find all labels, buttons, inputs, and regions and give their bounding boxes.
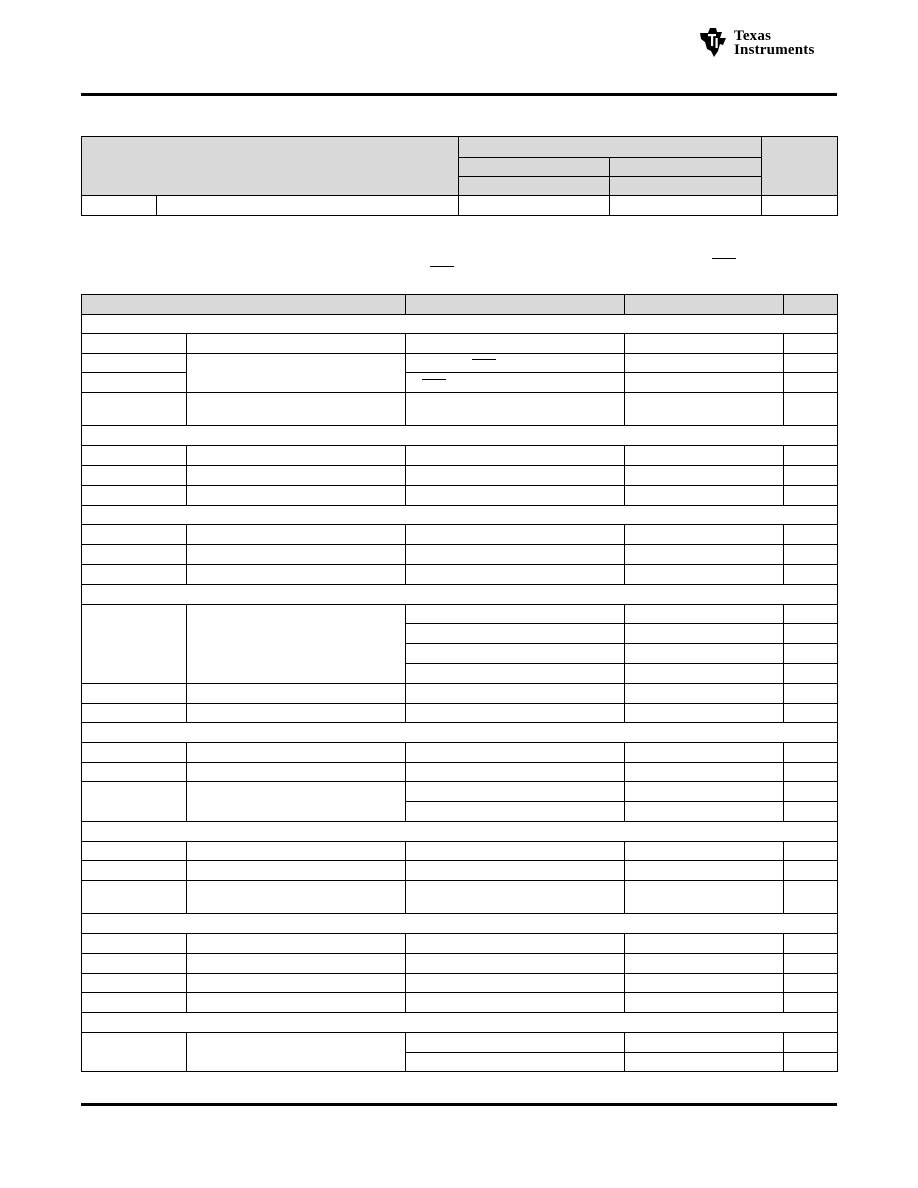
table-cell	[82, 993, 187, 1013]
table-cell	[784, 1033, 838, 1053]
table-cell	[625, 861, 784, 881]
section-row	[82, 315, 838, 334]
table-cell	[82, 334, 187, 354]
table-cell	[187, 334, 406, 354]
table-cell	[406, 486, 625, 506]
table-cell	[784, 842, 838, 861]
table-cell	[406, 354, 625, 373]
table-cell	[625, 486, 784, 506]
top-cell	[459, 196, 610, 216]
table-cell	[784, 861, 838, 881]
table-cell	[406, 525, 625, 545]
table-cell	[625, 704, 784, 723]
table-cell	[82, 466, 187, 486]
table-cell	[187, 446, 406, 466]
table-cell	[406, 954, 625, 974]
brand-name-line1: Texas	[734, 28, 772, 44]
section-row	[82, 506, 838, 525]
table-cell	[625, 373, 784, 393]
overline-mark	[472, 359, 496, 360]
overline-mark	[422, 379, 446, 380]
table-cell	[784, 605, 838, 624]
top-cell	[610, 196, 762, 216]
table-cell	[784, 486, 838, 506]
table-cell	[625, 545, 784, 565]
table-cell	[625, 565, 784, 585]
top-header-col-a	[459, 158, 610, 177]
table-cell	[82, 934, 187, 954]
table-cell	[187, 1033, 406, 1072]
table-cell	[187, 861, 406, 881]
table-cell	[406, 974, 625, 993]
table-cell	[784, 373, 838, 393]
table-cell	[784, 664, 838, 684]
table-cell	[406, 624, 625, 644]
header-rule	[81, 93, 837, 96]
table-cell	[187, 743, 406, 763]
table-cell	[784, 354, 838, 373]
table-cell	[784, 545, 838, 565]
table-cell	[406, 743, 625, 763]
top-header-col-b	[610, 158, 762, 177]
table-cell	[406, 393, 625, 426]
table-cell	[187, 393, 406, 426]
top-header-sub-a	[459, 177, 610, 196]
table-cell	[82, 782, 187, 822]
table-cell	[406, 684, 625, 704]
top-cell	[82, 196, 157, 216]
table-cell	[625, 954, 784, 974]
table-cell	[625, 993, 784, 1013]
table-cell	[784, 934, 838, 954]
table-cell	[82, 861, 187, 881]
table-cell	[625, 1053, 784, 1072]
table-cell	[784, 624, 838, 644]
table-cell	[406, 605, 625, 624]
table-cell	[82, 842, 187, 861]
overline-mark	[712, 258, 736, 259]
table-cell	[625, 934, 784, 954]
table-cell	[784, 446, 838, 466]
table-cell	[625, 525, 784, 545]
table-cell	[406, 704, 625, 723]
table-cell	[82, 393, 187, 426]
ti-logo	[696, 24, 838, 60]
main-header-conditions	[406, 295, 625, 315]
table-cell	[784, 644, 838, 664]
table-cell	[406, 565, 625, 585]
table-cell	[187, 763, 406, 782]
table-cell	[784, 565, 838, 585]
table-cell	[82, 763, 187, 782]
main-header-unit	[784, 295, 838, 315]
table-cell	[406, 1033, 625, 1053]
table-cell	[82, 704, 187, 723]
table-cell	[406, 763, 625, 782]
table-cell	[784, 802, 838, 822]
table-cell	[187, 704, 406, 723]
main-table	[81, 294, 838, 1072]
table-cell	[625, 466, 784, 486]
table-cell	[82, 373, 187, 393]
top-header-parameter	[82, 137, 459, 196]
table-cell	[406, 861, 625, 881]
table-cell	[625, 334, 784, 354]
table-cell	[406, 545, 625, 565]
overline-mark	[430, 266, 454, 267]
table-cell	[82, 881, 187, 914]
table-cell	[406, 373, 625, 393]
section-row	[82, 822, 838, 842]
table-cell	[187, 525, 406, 545]
table-cell	[625, 763, 784, 782]
table-cell	[187, 782, 406, 822]
table-cell	[187, 466, 406, 486]
table-cell	[187, 993, 406, 1013]
section-row	[82, 914, 838, 934]
top-header-unit	[762, 137, 838, 196]
table-cell	[406, 842, 625, 861]
table-cell	[784, 466, 838, 486]
table-cell	[784, 525, 838, 545]
table-cell	[625, 782, 784, 802]
top-cell	[762, 196, 838, 216]
table-cell	[784, 743, 838, 763]
table-cell	[625, 1033, 784, 1053]
table-cell	[625, 393, 784, 426]
table-cell	[625, 446, 784, 466]
table-cell	[406, 993, 625, 1013]
table-cell	[187, 842, 406, 861]
section-row	[82, 426, 838, 446]
table-cell	[784, 393, 838, 426]
table-cell	[406, 934, 625, 954]
top-header-sub-b	[610, 177, 762, 196]
table-cell	[82, 545, 187, 565]
table-cell	[187, 605, 406, 684]
top-header-group	[459, 137, 762, 158]
table-cell	[625, 743, 784, 763]
table-cell	[784, 954, 838, 974]
table-cell	[82, 446, 187, 466]
table-cell	[625, 664, 784, 684]
section-row	[82, 1013, 838, 1033]
table-cell	[187, 934, 406, 954]
table-cell	[406, 446, 625, 466]
table-cell	[406, 1053, 625, 1072]
section-row	[82, 723, 838, 743]
table-cell	[625, 605, 784, 624]
table-cell	[82, 1033, 187, 1072]
table-cell	[784, 782, 838, 802]
table-cell	[784, 1053, 838, 1072]
footer-rule	[81, 1103, 837, 1106]
table-cell	[82, 486, 187, 506]
table-cell	[784, 684, 838, 704]
table-cell	[784, 974, 838, 993]
table-cell	[784, 763, 838, 782]
table-cell	[784, 334, 838, 354]
section-row	[82, 585, 838, 605]
table-cell	[784, 881, 838, 914]
top-table	[81, 136, 838, 216]
table-cell	[784, 993, 838, 1013]
top-cell	[157, 196, 459, 216]
table-cell	[187, 954, 406, 974]
brand-name-line2: Instruments	[734, 42, 815, 58]
table-cell	[406, 881, 625, 914]
table-cell	[625, 644, 784, 664]
main-header-parameter	[82, 295, 406, 315]
table-cell	[406, 802, 625, 822]
table-cell	[82, 954, 187, 974]
table-cell	[625, 881, 784, 914]
table-cell	[82, 605, 187, 684]
table-cell	[187, 545, 406, 565]
table-cell	[406, 334, 625, 354]
table-cell	[625, 802, 784, 822]
table-cell	[82, 354, 187, 373]
table-cell	[625, 684, 784, 704]
table-cell	[187, 354, 406, 393]
table-cell	[625, 842, 784, 861]
table-cell	[82, 525, 187, 545]
table-cell	[625, 624, 784, 644]
table-cell	[406, 466, 625, 486]
table-cell	[625, 974, 784, 993]
table-cell	[406, 782, 625, 802]
table-cell	[82, 743, 187, 763]
table-cell	[187, 486, 406, 506]
table-cell	[187, 881, 406, 914]
table-cell	[82, 684, 187, 704]
table-cell	[187, 684, 406, 704]
table-cell	[625, 354, 784, 373]
table-cell	[187, 565, 406, 585]
table-cell	[784, 704, 838, 723]
table-cell	[82, 974, 187, 993]
table-cell	[82, 565, 187, 585]
table-cell	[406, 644, 625, 664]
main-header-values	[625, 295, 784, 315]
ti-logo-icon	[696, 24, 732, 60]
table-cell	[406, 664, 625, 684]
table-cell	[187, 974, 406, 993]
